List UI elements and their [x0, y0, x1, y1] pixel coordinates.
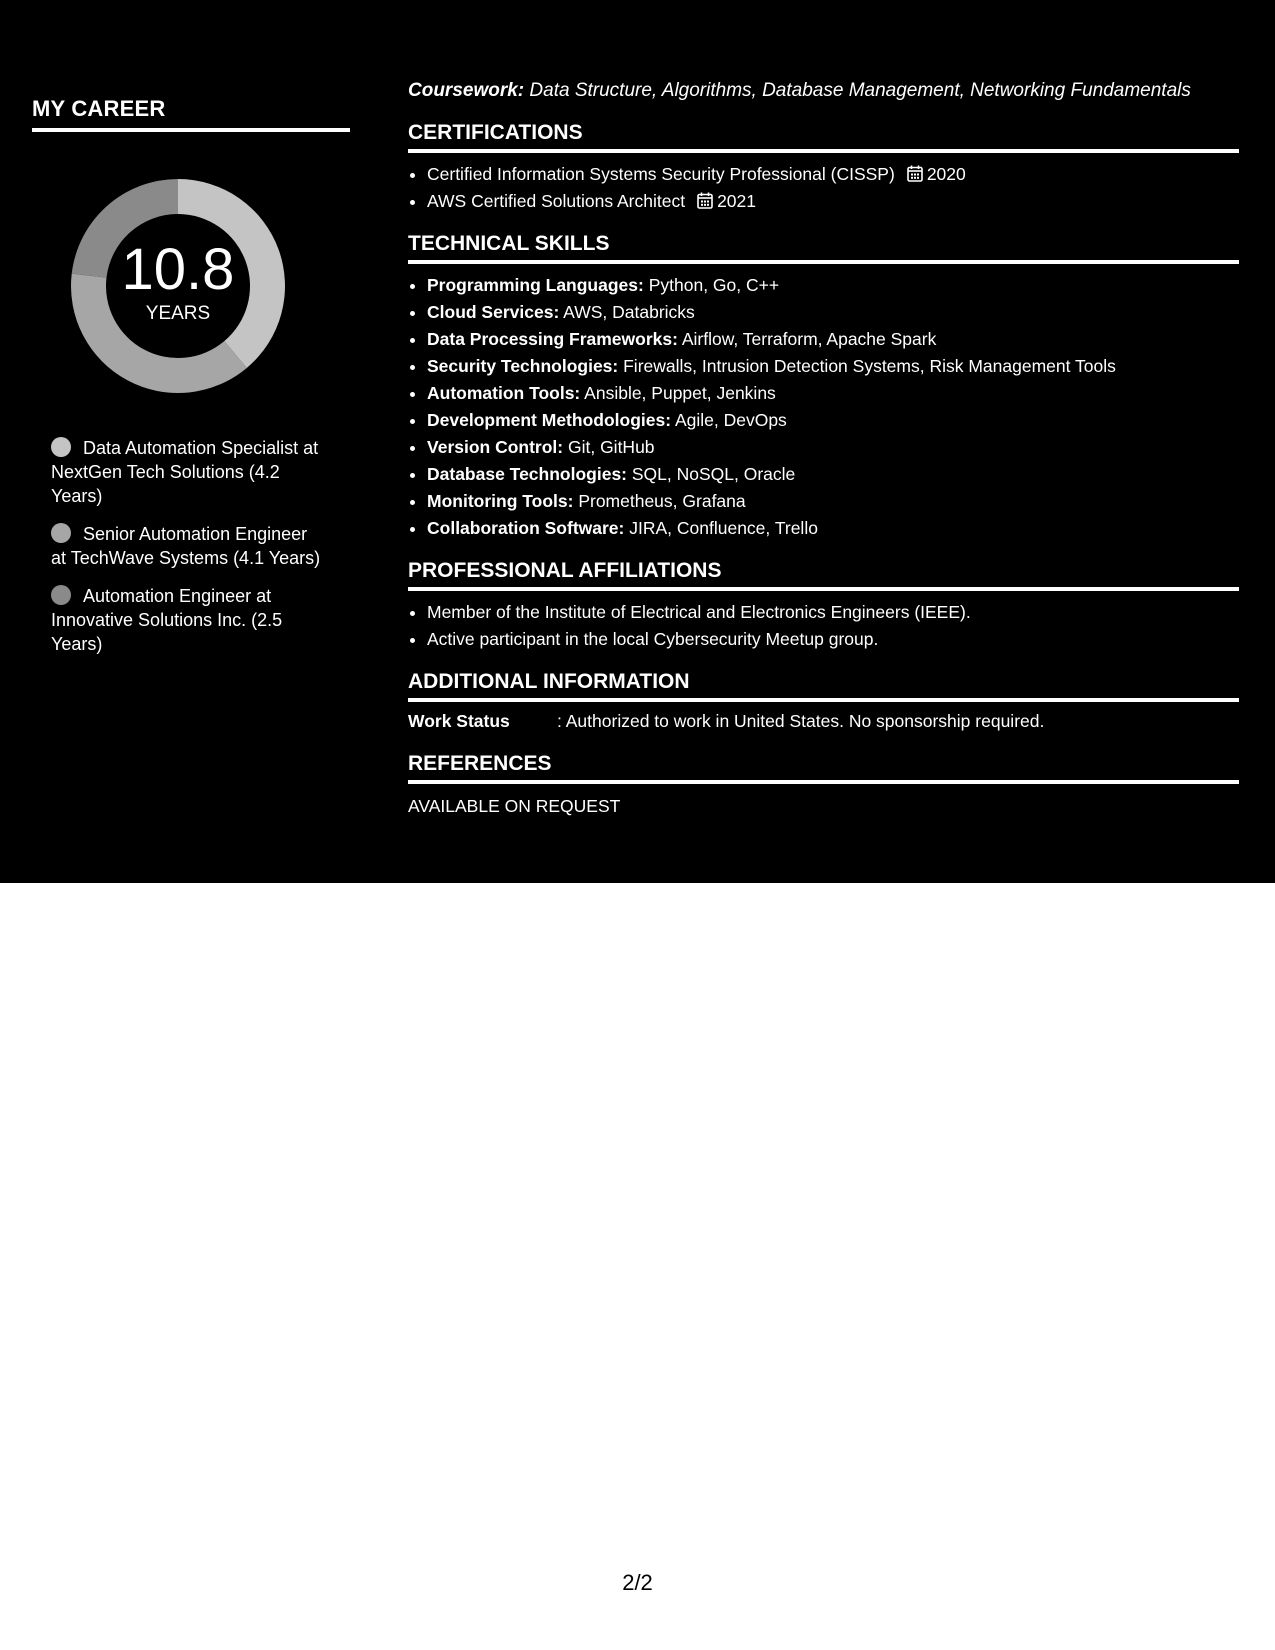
skill-value: Firewalls, Intrusion Detection Systems, Risk Management Tools	[618, 356, 1116, 376]
career-role-item	[51, 522, 323, 570]
skill-label: Version Control:	[427, 437, 564, 457]
skill-value: Prometheus, Grafana	[573, 491, 746, 511]
certification-year: 2021	[717, 191, 757, 211]
skill-item	[427, 299, 1239, 326]
skill-value: Agile, DevOps	[671, 410, 787, 430]
skill-label: Automation Tools:	[427, 383, 581, 403]
career-role-text: Senior Automation Engineer at TechWave Systems (4.1 Years)	[51, 524, 321, 568]
skill-item	[427, 515, 1239, 542]
calendar-icon	[907, 165, 923, 182]
affiliation-item: • Active participant in the local Cybersecurity Meetup group.	[427, 626, 1239, 653]
career-role-item	[51, 436, 323, 508]
affiliations-heading: PROFESSIONAL AFFILIATIONS	[408, 558, 1239, 591]
certifications-list	[408, 161, 1239, 215]
certification-name: Certified Information Systems Security Professional (CISSP)	[427, 164, 895, 184]
career-donut-chart	[64, 172, 292, 400]
career-sidebar	[32, 96, 350, 670]
skill-item	[427, 434, 1239, 461]
career-role-text: Data Automation Specialist at NextGen Tech Solutions (4.2 Years)	[51, 438, 319, 506]
skill-value: Airflow, Terraform, Apache Spark	[677, 329, 937, 349]
skill-label: Cloud Services:	[427, 302, 560, 322]
skill-value: Git, GitHub	[563, 437, 655, 457]
skill-item	[427, 326, 1239, 353]
skill-label: Security Technologies:	[427, 356, 619, 376]
total-years-value: 10.8	[121, 237, 235, 302]
calendar-icon	[697, 192, 713, 209]
skill-item	[427, 353, 1239, 380]
skill-label: Monitoring Tools:	[427, 491, 574, 511]
coursework-label: Coursework:	[408, 80, 525, 101]
legend-dot-icon	[51, 585, 71, 605]
coursework-line	[408, 78, 1239, 104]
skill-value: AWS, Databricks	[559, 302, 695, 322]
skill-value: Python, Go, C++	[643, 275, 780, 295]
career-role-text: Automation Engineer at Innovative Solutions Inc. (2.5 Years)	[51, 586, 283, 654]
technical-skills-list	[408, 272, 1239, 542]
coursework-value: Data Structure, Algorithms, Database Management, Networking Fundamentals	[524, 80, 1191, 101]
career-role-item	[51, 584, 323, 656]
skill-value: JIRA, Confluence, Trello	[624, 518, 818, 538]
skill-item	[427, 380, 1239, 407]
skill-label: Collaboration Software:	[427, 518, 625, 538]
work-status-value: : Authorized to work in United States. No sponsorship required.	[557, 711, 1045, 731]
resume-main-column	[408, 78, 1239, 820]
certifications-heading: CERTIFICATIONS	[408, 120, 1239, 153]
certification-item	[427, 188, 1239, 215]
skill-value: SQL, NoSQL, Oracle	[627, 464, 796, 484]
legend-dot-icon	[51, 437, 71, 457]
affiliation-item: • Member of the Institute of Electrical and Electronics Engineers (IEEE).	[427, 599, 1239, 626]
certification-name: AWS Certified Solutions Architect	[427, 191, 686, 211]
technical-skills-heading: TECHNICAL SKILLS	[408, 231, 1239, 264]
skill-label: Development Methodologies:	[427, 410, 672, 430]
legend-dot-icon	[51, 523, 71, 543]
skill-item	[427, 272, 1239, 299]
skill-value: Ansible, Puppet, Jenkins	[580, 383, 776, 403]
certification-item	[427, 161, 1239, 188]
work-status-label: Work Status	[408, 711, 510, 731]
total-years-label: YEARS	[145, 303, 211, 324]
references-heading: REFERENCES	[408, 751, 1239, 784]
skill-label: Programming Languages:	[427, 275, 644, 295]
skill-item	[427, 461, 1239, 488]
skill-label: Data Processing Frameworks:	[427, 329, 678, 349]
skill-item	[427, 407, 1239, 434]
skill-label: Database Technologies:	[427, 464, 628, 484]
career-roles-legend	[51, 436, 323, 656]
references-text: AVAILABLE ON REQUEST	[408, 796, 621, 816]
work-status-row	[408, 708, 1239, 735]
career-title: MY CAREER	[32, 96, 350, 132]
skill-item	[427, 488, 1239, 515]
affiliations-list	[408, 599, 1239, 653]
certification-year: 2020	[926, 164, 966, 184]
additional-info-heading: ADDITIONAL INFORMATION	[408, 669, 1239, 702]
page-number: 2/2	[622, 1570, 653, 1595]
